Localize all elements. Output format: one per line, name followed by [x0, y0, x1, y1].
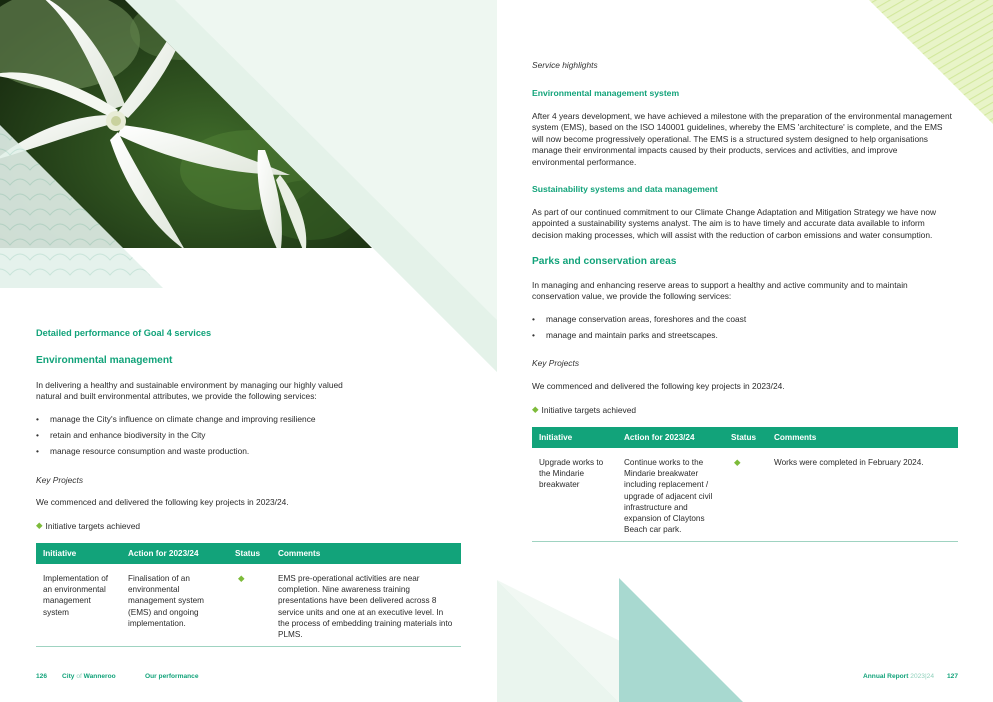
right-page	[497, 0, 993, 702]
key-projects-label: Key Projects	[36, 475, 84, 485]
list-item: • manage the City's influence on climate change and improving resilience	[36, 414, 366, 425]
footer-section: Our performance	[145, 673, 199, 680]
action-cell: Finalisation of an environmental management system (EMS) and ongoing implementation.	[121, 564, 228, 647]
org-name-suffix: Wanneroo	[83, 673, 116, 680]
service-highlights-label: Service highlights	[532, 60, 598, 70]
column-header: Initiative	[36, 543, 121, 564]
right-background-shapes	[497, 0, 993, 702]
comments-cell: Works were completed in February 2024.	[767, 448, 958, 542]
page-number-left: 126	[36, 673, 48, 680]
column-header: Initiative	[532, 427, 617, 448]
table-row	[532, 448, 958, 542]
status-cell	[724, 448, 767, 542]
report-label	[863, 673, 934, 680]
sustainability-title: Sustainability systems and data management	[532, 184, 718, 194]
legend-label: Initiative targets achieved	[541, 404, 637, 415]
column-header: Action for 2023/24	[121, 543, 228, 564]
service-list	[36, 414, 366, 462]
column-header: Action for 2023/24	[617, 427, 724, 448]
action-cell: Continue works to the Mindarie breakwater including replacement / upgrade of adjacent civil infrastructure and expansion of Claytons Beach car park.	[617, 448, 724, 542]
sustainability-text: As part of our continued commitment to our Climate Change Adaptation and Mitigation Strategy we have now appointed a sustainability systems analyst. The aim is to have timely and accurate data available to inform decision making processes, which will assist with the reduction of carbon emissions and water consumption.	[532, 207, 937, 240]
goal-title: Detailed performance of Goal 4 services	[36, 328, 212, 338]
flower-photo	[0, 0, 380, 290]
section-intro: In delivering a healthy and sustainable environment by managing our highly valued natural and built environmental attributes, we provide the following services:	[36, 380, 343, 402]
achieved-status-icon: ◆	[734, 457, 741, 467]
key-projects-intro: We commenced and delivered the following key projects in 2023/24.	[36, 497, 289, 507]
status-cell	[228, 564, 271, 647]
performance-table	[36, 543, 461, 647]
list-item: • manage and maintain parks and streetscapes.	[532, 330, 862, 341]
report-label-text: Annual Report	[863, 673, 909, 680]
section-title: Environmental management	[36, 355, 173, 366]
achieved-status-icon: ◆	[238, 573, 245, 583]
initiative-cell: Implementation of an environmental management system	[36, 564, 121, 647]
ems-text: After 4 years development, we have achieved a milestone with the preparation of the environmental management system (EMS), based on the ISO 140001 guidelines, whereby the EMS 'architecture' is complete, and the EMS will now become progressively operational. The EMS is a structured system designed to help organisations manage their environmental impacts caused by their products, services and activities, and improve environmental performance.	[532, 111, 952, 167]
org-name-of: of	[76, 673, 82, 680]
initiative-cell: Upgrade works to the Mindarie breakwater	[532, 448, 617, 542]
key-projects-intro: We commenced and delivered the following key projects in 2023/24.	[532, 381, 785, 391]
parks-service-list	[532, 314, 862, 346]
org-name-prefix: City	[62, 673, 75, 680]
table-header-row	[36, 543, 461, 564]
report-year: 2023|24	[910, 673, 934, 680]
status-legend	[36, 520, 140, 531]
table-header-row	[532, 427, 958, 448]
performance-table	[532, 427, 958, 542]
parks-title: Parks and conservation areas	[532, 256, 677, 267]
org-name	[62, 673, 116, 680]
list-item: • manage resource consumption and waste production.	[36, 446, 366, 457]
table-row	[36, 564, 461, 647]
column-header: Comments	[767, 427, 958, 448]
column-header: Status	[724, 427, 767, 448]
column-header: Comments	[271, 543, 461, 564]
list-item: • manage conservation areas, foreshores and the coast	[532, 314, 862, 325]
performance-table-wrapper	[532, 427, 958, 542]
legend-label: Initiative targets achieved	[45, 520, 141, 531]
list-item: • retain and enhance biodiversity in the City	[36, 430, 366, 441]
parks-intro: In managing and enhancing reserve areas to support a healthy and active community and to maintain conservation value, we provide the following services:	[532, 280, 908, 302]
column-header: Status	[228, 543, 271, 564]
diamond-icon: ◆	[36, 520, 43, 530]
diamond-icon: ◆	[532, 404, 539, 414]
key-projects-label: Key Projects	[532, 358, 580, 368]
comments-cell: EMS pre-operational activities are near completion. Nine awareness training presentations have been delivered across 8 service units and one at an executive level. In the process of embedding training materials into PLMS.	[271, 564, 461, 647]
page-number-right: 127	[947, 673, 959, 680]
status-legend	[532, 404, 636, 415]
performance-table-wrapper	[36, 543, 461, 647]
ems-title: Environmental management system	[532, 88, 680, 98]
